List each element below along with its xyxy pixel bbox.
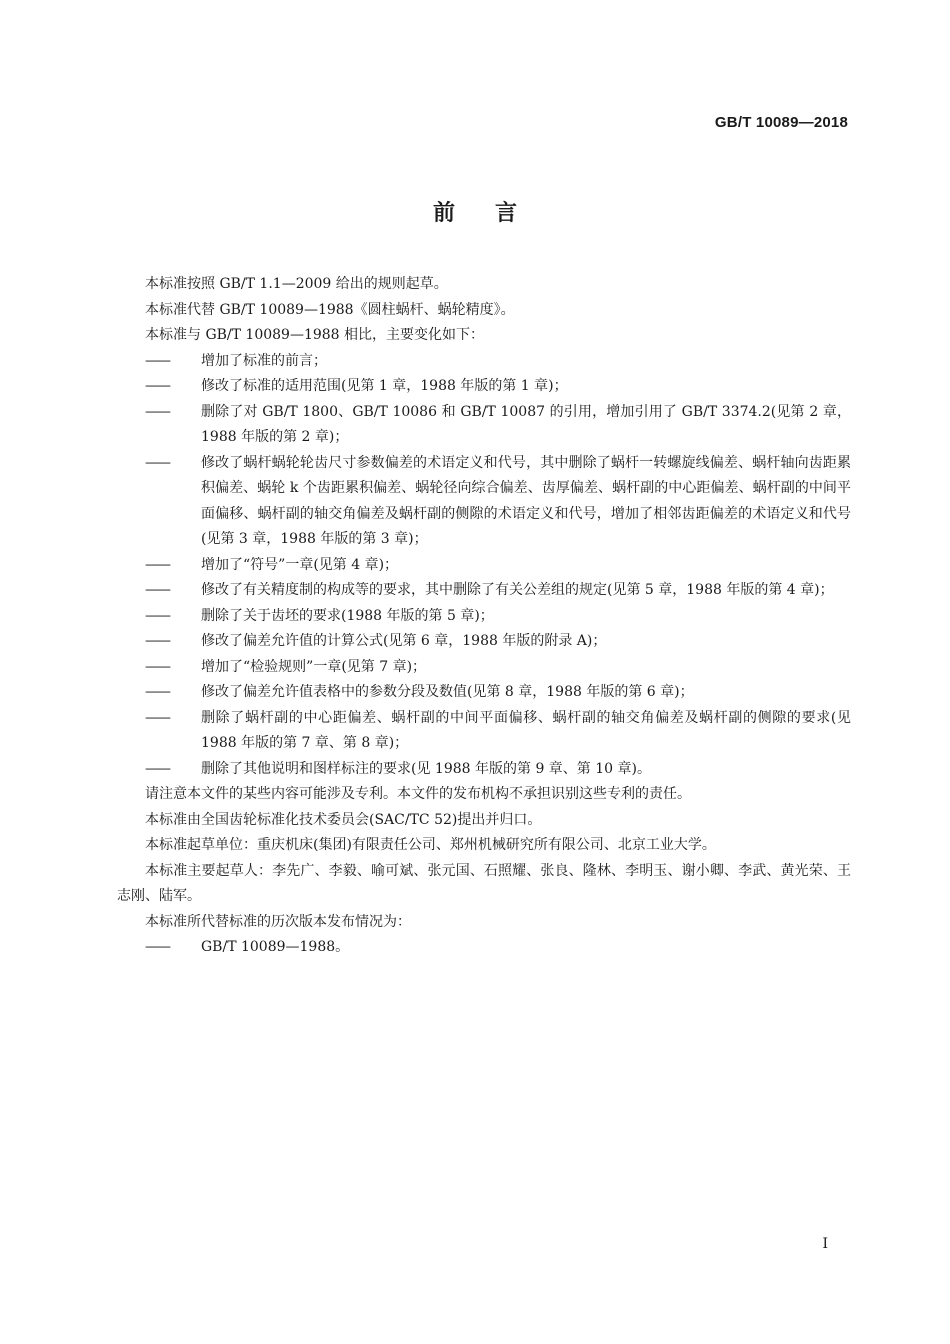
dash-mark: ——: [145, 658, 169, 675]
change-text: 增加了“检验规则”一章(见第 7 章)；: [201, 658, 427, 675]
paragraph: 本标准与 GB/T 10089—1988 相比，主要变化如下：: [145, 327, 485, 343]
change-list-item: [117, 706, 851, 757]
dash-mark: ——: [145, 709, 169, 726]
change-text: 删除了关于齿坯的要求(1988 年版的第 5 章)；: [201, 607, 494, 624]
change-list-item: [117, 935, 851, 961]
change-text: 删除了对 GB/T 1800、GB/T 10086 和 GB/T 10087 的引用，增加引用了 GB/T 3374.2(见第 2 章，1988 年版的第 2 章)；: [201, 403, 851, 445]
dash-mark: ——: [145, 582, 169, 598]
dash-mark: ——: [145, 403, 169, 420]
change-text: 修改了标准的适用范围(见第 1 章，1988 年版的第 1 章)；: [201, 378, 568, 394]
change-list-item: [117, 400, 851, 451]
change-list-item: [117, 757, 851, 783]
dash-mark: ——: [145, 939, 169, 955]
change-list-item: [117, 655, 851, 681]
dash-mark: ——: [145, 378, 169, 394]
change-text: GB/T 10089—1988。: [201, 939, 350, 955]
change-text: 增加了“符号”一章(见第 4 章)；: [201, 556, 399, 573]
change-text: 删除了蜗杆副的中心距偏差、蜗杆副的中间平面偏移、蜗杆副的轴交角偏差及蜗杆副的侧隙的要求(见 1988 年版的第 7 章、第 8 章)；: [201, 709, 851, 751]
dash-mark: ——: [145, 760, 169, 777]
paragraph: 本标准代替 GB/T 10089—1988《圆柱蜗杆、蜗轮精度》。: [145, 301, 515, 318]
page-number: I: [822, 1236, 828, 1252]
dash-mark: ——: [145, 454, 169, 471]
change-text: 修改了有关精度制的构成等的要求，其中删除了有关公差组的规定(见第 5 章，1988 年版的第 4 章)；: [201, 582, 834, 598]
paragraph: 本标准起草单位：重庆机床(集团)有限责任公司、郑州机械研究所有限公司、北京工业大学。: [145, 837, 716, 853]
change-list-item: [117, 451, 851, 553]
change-text: 修改了偏差允许值表格中的参数分段及数值(见第 8 章，1988 年版的第 6 章)；: [201, 684, 694, 700]
paragraph: 本标准按照 GB/T 1.1—2009 给出的规则起草。: [145, 276, 448, 292]
dash-mark: ——: [145, 684, 169, 700]
standard-number: GB/T 10089—2018: [714, 114, 848, 131]
change-list-item: [117, 349, 851, 375]
dash-mark: ——: [145, 556, 169, 573]
change-list-item: [117, 629, 851, 655]
change-text: 修改了偏差允许值的计算公式(见第 6 章，1988 年版的附录 A)；: [201, 633, 607, 649]
dash-mark: ——: [145, 607, 169, 624]
change-text: 修改了蜗杆蜗轮轮齿尺寸参数偏差的术语定义和代号，其中删除了蜗杆一转螺旋线偏差、蜗杆轴向齿距累积偏差、蜗轮 k 个齿距累积偏差、蜗轮径向综合偏差、齿厚偏差、蜗杆副的中心距偏差、蜗杆副的中间平面偏移、蜗杆副的轴交角偏差及蜗杆副的侧隙的术语定义和代号，增加了相邻齿距偏差的术语定义和代号(见第 3 章，1988 年版的第 3 章)；: [201, 454, 851, 547]
dash-mark: ——: [145, 352, 169, 369]
change-text: 增加了标准的前言；: [201, 352, 327, 369]
change-text: 删除了其他说明和图样标注的要求(见 1988 年版的第 9 章、第 10 章)。: [201, 760, 651, 777]
dash-mark: ——: [145, 633, 169, 649]
change-list-item: [117, 604, 851, 630]
paragraph: 本标准所代替标准的历次版本发布情况为：: [145, 913, 411, 930]
foreword-body: [117, 272, 851, 961]
paragraph: 请注意本文件的某些内容可能涉及专利。本文件的发布机构不承担识别这些专利的责任。: [145, 786, 691, 802]
paragraph: 本标准由全国齿轮标准化技术委员会(SAC/TC 52)提出并归口。: [145, 811, 542, 828]
change-list-item: [117, 374, 851, 400]
page-title: 前言: [432, 201, 557, 226]
change-list-item: [117, 680, 851, 706]
change-list-item: [117, 578, 851, 604]
change-list-item: [117, 553, 851, 579]
paragraph: 本标准主要起草人：李先广、李毅、喻可斌、张元国、石照耀、张良、隆林、李明玉、谢小卿、李武、黄光荣、王志刚、陆军。: [117, 862, 851, 904]
